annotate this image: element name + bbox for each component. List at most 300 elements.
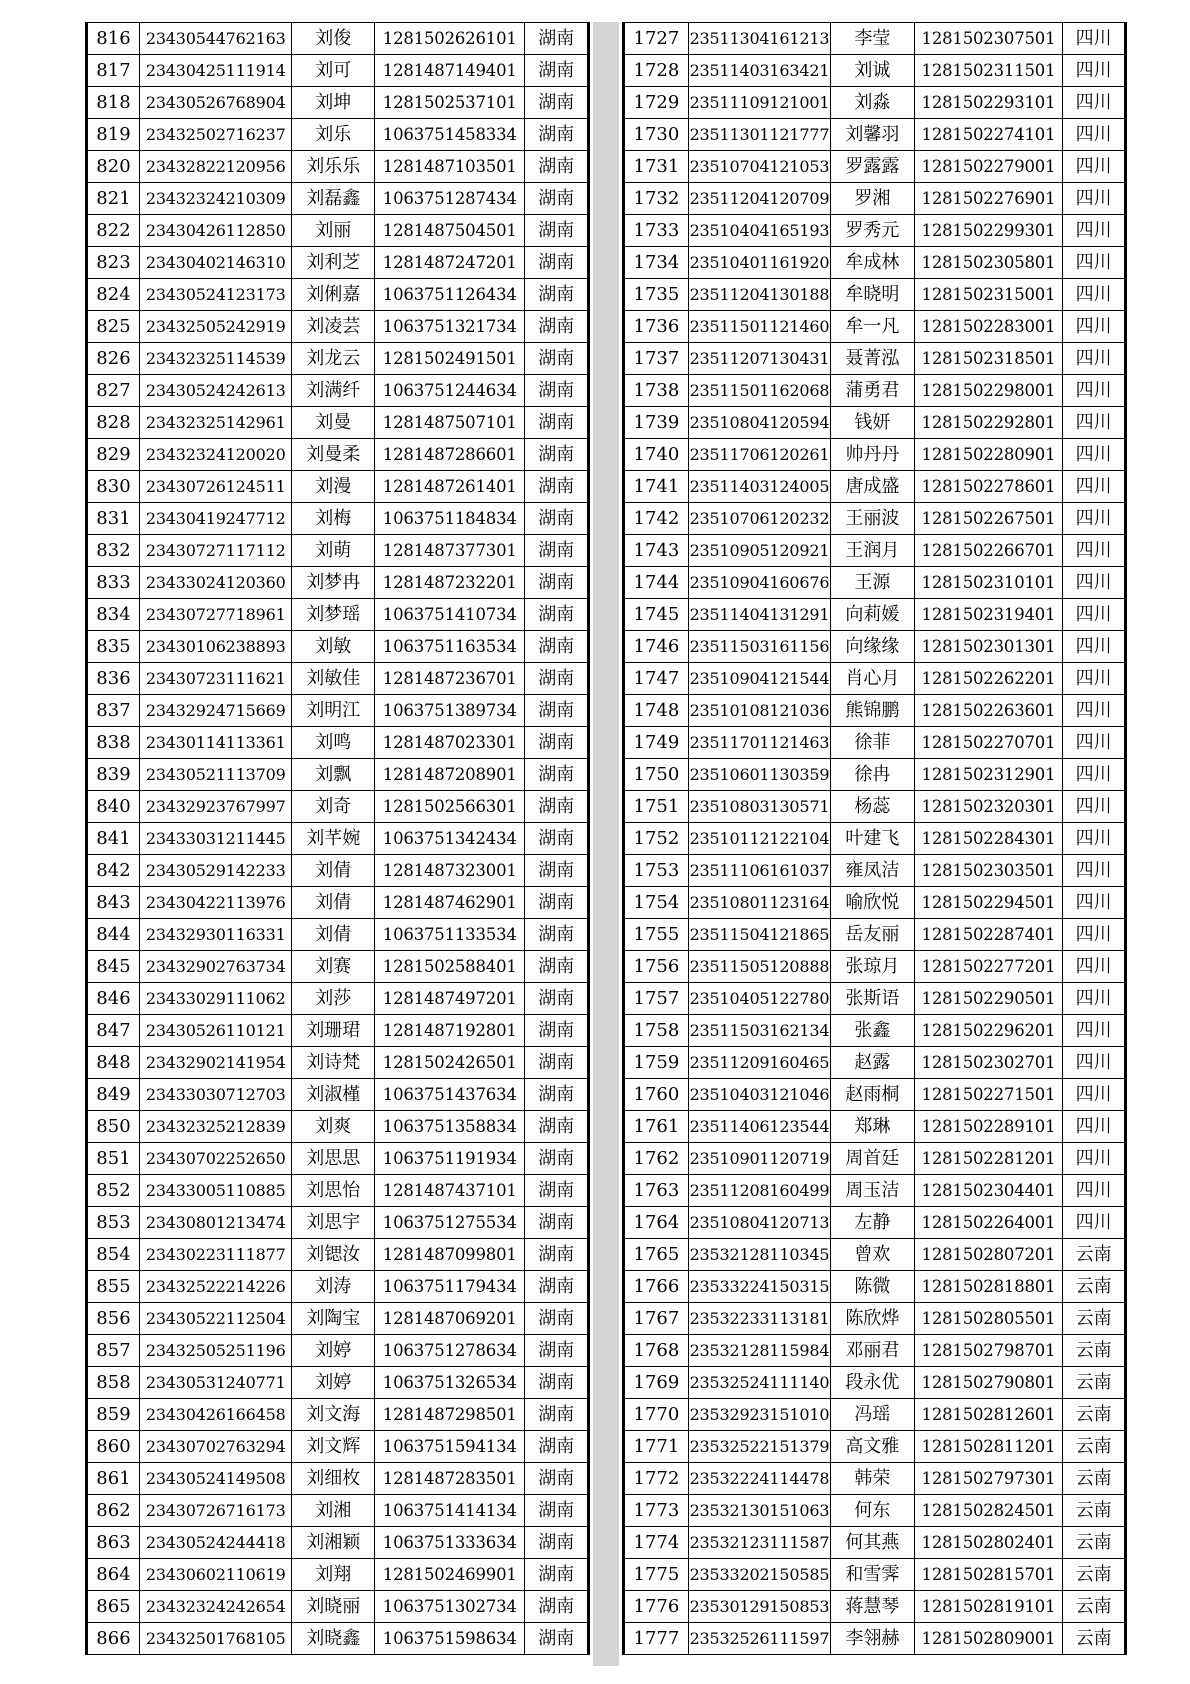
seq-number-cell: 1730 [624,119,689,151]
exam-id-cell: 23511505120888 [688,951,830,983]
ticket-number-cell: 1063751594134 [375,1431,525,1463]
exam-id-cell: 23432324242654 [139,1591,292,1623]
province-cell: 云南 [1063,1431,1126,1463]
table-row [87,1431,589,1463]
province-cell: 云南 [1063,1239,1126,1271]
table-row [624,1239,1126,1271]
exam-id-cell: 23430223111877 [139,1239,292,1271]
province-cell: 云南 [1063,1367,1126,1399]
candidate-name-cell: 聂菁泓 [831,343,915,375]
exam-id-cell: 23430522112504 [139,1303,292,1335]
ticket-number-cell: 1281502491501 [375,343,525,375]
exam-id-cell: 23432902763734 [139,951,292,983]
exam-id-cell: 23532224114478 [688,1463,830,1495]
province-cell: 四川 [1063,1175,1126,1207]
candidate-name-cell: 岳友丽 [831,919,915,951]
candidate-name-cell: 刘敏 [292,631,375,663]
candidate-name-cell: 王源 [831,567,915,599]
province-cell: 四川 [1063,87,1126,119]
ticket-number-cell: 1281502299301 [914,215,1063,247]
ticket-number-cell: 1281487099801 [375,1239,525,1271]
candidate-name-cell: 刘坤 [292,87,375,119]
seq-number-cell: 864 [87,1559,140,1591]
province-cell: 湖南 [525,55,589,87]
exam-id-cell: 23430426166458 [139,1399,292,1431]
candidate-name-cell: 刘萌 [292,535,375,567]
exam-id-cell: 23510112122104 [688,823,830,855]
candidate-name-cell: 韩荣 [831,1463,915,1495]
seq-number-cell: 856 [87,1303,140,1335]
table-row [87,663,589,695]
exam-id-cell: 23433031211445 [139,823,292,855]
exam-id-cell: 23510901120719 [688,1143,830,1175]
table-row [87,119,589,151]
exam-id-cell: 23432923767997 [139,791,292,823]
ticket-number-cell: 1281487504501 [375,215,525,247]
province-cell: 湖南 [525,919,589,951]
exam-id-cell: 23430521113709 [139,759,292,791]
ticket-number-cell: 1281487236701 [375,663,525,695]
candidate-name-cell: 刘翔 [292,1559,375,1591]
ticket-number-cell: 1281502797301 [914,1463,1063,1495]
candidate-name-cell: 刘龙云 [292,343,375,375]
province-cell: 湖南 [525,887,589,919]
table-row [87,311,589,343]
table-row [87,759,589,791]
seq-number-cell: 1733 [624,215,689,247]
exam-id-cell: 23432822120956 [139,151,292,183]
seq-number-cell: 1740 [624,439,689,471]
ticket-number-cell: 1063751342434 [375,823,525,855]
seq-number-cell: 1732 [624,183,689,215]
ticket-number-cell: 1281502304401 [914,1175,1063,1207]
ticket-number-cell: 1281487323001 [375,855,525,887]
table-row [624,535,1126,567]
table-row [624,119,1126,151]
candidate-name-cell: 陈微 [831,1271,915,1303]
ticket-number-cell: 1281487103501 [375,151,525,183]
exam-id-cell: 23511403163421 [688,55,830,87]
exam-id-cell: 23510704121053 [688,151,830,183]
province-cell: 四川 [1063,1047,1126,1079]
ticket-number-cell: 1281502289101 [914,1111,1063,1143]
ticket-number-cell: 1281502790801 [914,1367,1063,1399]
exam-id-cell: 23432902141954 [139,1047,292,1079]
exam-id-cell: 23430419247712 [139,503,292,535]
exam-id-cell: 23432505242919 [139,311,292,343]
candidate-name-cell: 牟晓明 [831,279,915,311]
candidate-name-cell: 张琼月 [831,951,915,983]
candidate-name-cell: 刘珊珺 [292,1015,375,1047]
province-cell: 湖南 [525,1335,589,1367]
province-cell: 四川 [1063,343,1126,375]
seq-number-cell: 1764 [624,1207,689,1239]
exam-id-cell: 23430422113976 [139,887,292,919]
table-row [624,183,1126,215]
seq-number-cell: 851 [87,1143,140,1175]
exam-id-cell: 23510401161920 [688,247,830,279]
ticket-number-cell: 1281487507101 [375,407,525,439]
candidate-name-cell: 刘磊鑫 [292,183,375,215]
exam-id-cell: 23430526110121 [139,1015,292,1047]
table-row [87,727,589,759]
table-row [87,375,589,407]
seq-number-cell: 857 [87,1335,140,1367]
seq-number-cell: 1777 [624,1623,689,1655]
seq-number-cell: 836 [87,663,140,695]
candidate-name-cell: 刘倩 [292,919,375,951]
ticket-number-cell: 1281502811201 [914,1431,1063,1463]
ticket-number-cell: 1281502318501 [914,343,1063,375]
table-row [624,695,1126,727]
seq-number-cell: 1769 [624,1367,689,1399]
table-row [624,1527,1126,1559]
province-cell: 四川 [1063,407,1126,439]
table-row [87,919,589,951]
exam-id-cell: 23432930116331 [139,919,292,951]
ticket-number-cell: 1281487286601 [375,439,525,471]
seq-number-cell: 829 [87,439,140,471]
ticket-number-cell: 1281502307501 [914,23,1063,55]
table-row [87,695,589,727]
candidate-name-cell: 郑琳 [831,1111,915,1143]
candidate-name-cell: 刘淑槿 [292,1079,375,1111]
seq-number-cell: 866 [87,1623,140,1655]
ticket-number-cell: 1281487208901 [375,759,525,791]
ticket-number-cell: 1281502266701 [914,535,1063,567]
province-cell: 四川 [1063,1079,1126,1111]
exam-id-cell: 23430727117112 [139,535,292,567]
province-cell: 四川 [1063,55,1126,87]
candidate-name-cell: 刘乐乐 [292,151,375,183]
candidate-name-cell: 邓丽君 [831,1335,915,1367]
seq-number-cell: 831 [87,503,140,535]
candidate-name-cell: 刘倩 [292,855,375,887]
seq-number-cell: 1743 [624,535,689,567]
seq-number-cell: 822 [87,215,140,247]
table-row [87,1303,589,1335]
exam-id-cell: 23511501162068 [688,375,830,407]
candidate-name-cell: 刘俐嘉 [292,279,375,311]
seq-number-cell: 1776 [624,1591,689,1623]
table-row [87,503,589,535]
seq-number-cell: 1767 [624,1303,689,1335]
province-cell: 湖南 [525,23,589,55]
exam-id-cell: 23430524149508 [139,1463,292,1495]
table-row [624,759,1126,791]
candidate-name-cell: 高文雅 [831,1431,915,1463]
seq-number-cell: 1772 [624,1463,689,1495]
table-row [624,1015,1126,1047]
ticket-number-cell: 1063751275534 [375,1207,525,1239]
table-row [87,1591,589,1623]
ticket-number-cell: 1063751333634 [375,1527,525,1559]
seq-number-cell: 837 [87,695,140,727]
province-cell: 湖南 [525,791,589,823]
ticket-number-cell: 1281502311501 [914,55,1063,87]
province-cell: 湖南 [525,759,589,791]
table-row [624,663,1126,695]
table-row [87,1271,589,1303]
seq-number-cell: 1754 [624,887,689,919]
table-row [624,1047,1126,1079]
ticket-number-cell: 1281502303501 [914,855,1063,887]
province-cell: 四川 [1063,887,1126,919]
seq-number-cell: 860 [87,1431,140,1463]
province-cell: 云南 [1063,1559,1126,1591]
province-cell: 湖南 [525,279,589,311]
province-cell: 湖南 [525,1527,589,1559]
exam-id-cell: 23432325212839 [139,1111,292,1143]
candidate-name-cell: 刘锶汝 [292,1239,375,1271]
exam-id-cell: 23510804120594 [688,407,830,439]
table-row [624,407,1126,439]
seq-number-cell: 1768 [624,1335,689,1367]
province-cell: 湖南 [525,567,589,599]
ticket-number-cell: 1281502278601 [914,471,1063,503]
table-row [87,1175,589,1207]
ticket-number-cell: 1281502262201 [914,663,1063,695]
province-cell: 湖南 [525,951,589,983]
exam-id-cell: 23430702252650 [139,1143,292,1175]
candidate-name-cell: 刘湘 [292,1495,375,1527]
exam-id-cell: 23432522214226 [139,1271,292,1303]
seq-number-cell: 1727 [624,23,689,55]
exam-id-cell: 23432505251196 [139,1335,292,1367]
exam-id-cell: 23532524111140 [688,1367,830,1399]
candidate-name-cell: 蒋慧琴 [831,1591,915,1623]
table-row [87,471,589,503]
candidate-name-cell: 刘涛 [292,1271,375,1303]
ticket-number-cell: 1281502294501 [914,887,1063,919]
province-cell: 湖南 [525,151,589,183]
candidate-name-cell: 刘爽 [292,1111,375,1143]
candidate-name-cell: 杨蕊 [831,791,915,823]
ticket-number-cell: 1281502277201 [914,951,1063,983]
exam-id-cell: 23432324120020 [139,439,292,471]
table-row [624,1111,1126,1143]
candidate-name-cell: 刘倩 [292,887,375,919]
seq-number-cell: 833 [87,567,140,599]
province-cell: 湖南 [525,1431,589,1463]
seq-number-cell: 1751 [624,791,689,823]
ticket-number-cell: 1281502270701 [914,727,1063,759]
exam-id-cell: 23430702763294 [139,1431,292,1463]
ticket-number-cell: 1281487497201 [375,983,525,1015]
ticket-number-cell: 1281502809001 [914,1623,1063,1655]
exam-id-cell: 23430531240771 [139,1367,292,1399]
candidate-name-cell: 王丽波 [831,503,915,535]
candidate-name-cell: 刘曼 [292,407,375,439]
province-cell: 湖南 [525,1399,589,1431]
ticket-number-cell: 1281502426501 [375,1047,525,1079]
province-cell: 湖南 [525,1495,589,1527]
province-cell: 湖南 [525,1047,589,1079]
candidate-name-cell: 赵雨桐 [831,1079,915,1111]
province-cell: 四川 [1063,1111,1126,1143]
province-cell: 四川 [1063,695,1126,727]
table-row [87,247,589,279]
province-cell: 湖南 [525,599,589,631]
candidate-name-cell: 李莹 [831,23,915,55]
ticket-number-cell: 1063751287434 [375,183,525,215]
exam-id-cell: 23511404131291 [688,599,830,631]
exam-id-cell: 23433029111062 [139,983,292,1015]
table-row [87,1015,589,1047]
seq-number-cell: 1760 [624,1079,689,1111]
table-row [624,1495,1126,1527]
candidate-name-cell: 刘漫 [292,471,375,503]
seq-number-cell: 1759 [624,1047,689,1079]
table-row [87,279,589,311]
exam-id-cell: 23511304161213 [688,23,830,55]
seq-number-cell: 1750 [624,759,689,791]
ticket-number-cell: 1281502824501 [914,1495,1063,1527]
ticket-number-cell: 1281502281201 [914,1143,1063,1175]
ticket-number-cell: 1063751437634 [375,1079,525,1111]
seq-number-cell: 823 [87,247,140,279]
candidate-name-cell: 刘湘颖 [292,1527,375,1559]
seq-number-cell: 845 [87,951,140,983]
table-row [87,791,589,823]
province-cell: 湖南 [525,1015,589,1047]
candidate-name-cell: 刘淼 [831,87,915,119]
ticket-number-cell: 1281502284301 [914,823,1063,855]
table-row [624,1303,1126,1335]
province-cell: 四川 [1063,727,1126,759]
seq-number-cell: 839 [87,759,140,791]
table-row [624,919,1126,951]
seq-number-cell: 1755 [624,919,689,951]
table-row [87,151,589,183]
table-row [87,631,589,663]
candidate-name-cell: 熊锦鹏 [831,695,915,727]
candidate-name-cell: 刘梅 [292,503,375,535]
table-row [87,1623,589,1655]
province-cell: 云南 [1063,1463,1126,1495]
ticket-number-cell: 1281487247201 [375,247,525,279]
seq-number-cell: 852 [87,1175,140,1207]
province-cell: 云南 [1063,1527,1126,1559]
ticket-number-cell: 1063751191934 [375,1143,525,1175]
seq-number-cell: 828 [87,407,140,439]
candidate-name-cell: 帅丹丹 [831,439,915,471]
ticket-number-cell: 1281502626101 [375,23,525,55]
ticket-number-cell: 1281487023301 [375,727,525,759]
seq-number-cell: 1745 [624,599,689,631]
seq-number-cell: 1771 [624,1431,689,1463]
ticket-number-cell: 1281487462901 [375,887,525,919]
province-cell: 四川 [1063,567,1126,599]
seq-number-cell: 824 [87,279,140,311]
candidate-name-cell: 牟一凡 [831,311,915,343]
seq-number-cell: 1761 [624,1111,689,1143]
table-row [87,1111,589,1143]
candidate-name-cell: 刘文辉 [292,1431,375,1463]
table-row [624,247,1126,279]
ticket-number-cell: 1281502305801 [914,247,1063,279]
exam-id-cell: 23430727718961 [139,599,292,631]
exam-id-cell: 23511208160499 [688,1175,830,1207]
exam-id-cell: 23511503161156 [688,631,830,663]
table-row [624,215,1126,247]
ticket-number-cell: 1281502566301 [375,791,525,823]
table-row [87,1495,589,1527]
seq-number-cell: 818 [87,87,140,119]
seq-number-cell: 853 [87,1207,140,1239]
ticket-number-cell: 1281487437101 [375,1175,525,1207]
candidate-name-cell: 喻欣悦 [831,887,915,919]
seq-number-cell: 830 [87,471,140,503]
candidate-name-cell: 刘芊婉 [292,823,375,855]
province-cell: 湖南 [525,983,589,1015]
province-cell: 湖南 [525,695,589,727]
exam-id-cell: 23510904121544 [688,663,830,695]
ticket-number-cell: 1281502588401 [375,951,525,983]
table-row [624,983,1126,1015]
province-cell: 四川 [1063,1143,1126,1175]
table-row [624,791,1126,823]
seq-number-cell: 847 [87,1015,140,1047]
table-row [87,1463,589,1495]
candidate-name-cell: 刘梦瑶 [292,599,375,631]
seq-number-cell: 1729 [624,87,689,119]
seq-number-cell: 1765 [624,1239,689,1271]
candidate-name-cell: 钱妍 [831,407,915,439]
exam-id-cell: 23532233113181 [688,1303,830,1335]
seq-number-cell: 1753 [624,855,689,887]
ticket-number-cell: 1281502315001 [914,279,1063,311]
exam-id-cell: 23430106238893 [139,631,292,663]
table-row [624,823,1126,855]
candidate-name-cell: 叶建飞 [831,823,915,855]
seq-number-cell: 854 [87,1239,140,1271]
ticket-number-cell: 1281502276901 [914,183,1063,215]
province-cell: 四川 [1063,855,1126,887]
seq-number-cell: 835 [87,631,140,663]
seq-number-cell: 1728 [624,55,689,87]
seq-number-cell: 1774 [624,1527,689,1559]
exam-id-cell: 23511301121777 [688,119,830,151]
ticket-number-cell: 1063751321734 [375,311,525,343]
province-cell: 四川 [1063,1015,1126,1047]
province-cell: 湖南 [525,1463,589,1495]
seq-number-cell: 863 [87,1527,140,1559]
province-cell: 湖南 [525,663,589,695]
ticket-number-cell: 1063751326534 [375,1367,525,1399]
exam-id-cell: 23432325142961 [139,407,292,439]
exam-id-cell: 23511106161037 [688,855,830,887]
candidate-name-cell: 刘婷 [292,1335,375,1367]
table-row [87,1335,589,1367]
ticket-number-cell: 1281487192801 [375,1015,525,1047]
exam-id-cell: 23430426112850 [139,215,292,247]
exam-id-cell: 23511701121463 [688,727,830,759]
province-cell: 四川 [1063,375,1126,407]
ticket-number-cell: 1281502469901 [375,1559,525,1591]
seq-number-cell: 817 [87,55,140,87]
province-cell: 四川 [1063,983,1126,1015]
province-cell: 四川 [1063,951,1126,983]
province-cell: 四川 [1063,823,1126,855]
exam-id-cell: 23511207130431 [688,343,830,375]
ticket-number-cell: 1281502319401 [914,599,1063,631]
province-cell: 四川 [1063,311,1126,343]
exam-id-cell: 23432324210309 [139,183,292,215]
seq-number-cell: 825 [87,311,140,343]
exam-id-cell: 23433024120360 [139,567,292,599]
candidate-name-cell: 刘馨羽 [831,119,915,151]
